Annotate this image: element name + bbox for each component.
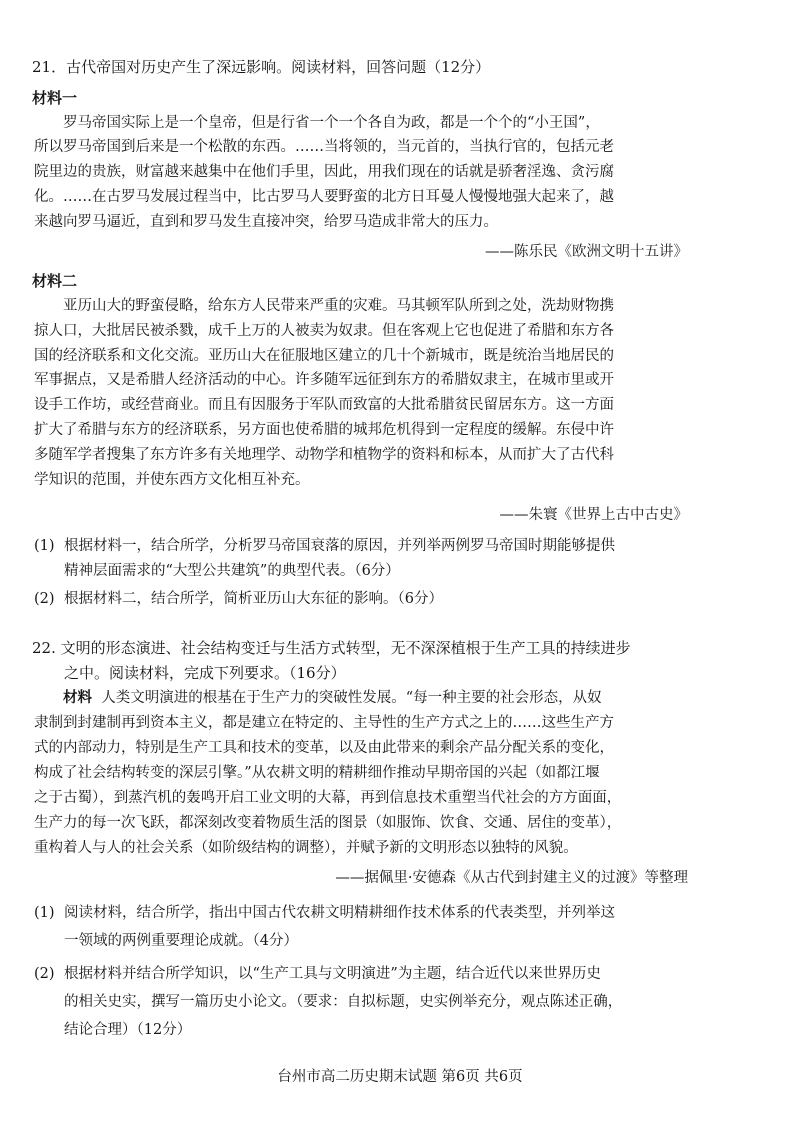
- material-2-source: ——朱寰《世界上古中古史》: [499, 507, 688, 523]
- q21-question-1-cont: 精神层面需求的“大型公共建筑”的典型代表。（6分）: [64, 563, 400, 579]
- q22-material-line: 式的内部动力，特别是生产工具和技术的变革，以及由此带来的剩余产品分配关系的变化，: [34, 740, 614, 756]
- q21-question-1: [34, 534, 615, 555]
- q22-question-2-cont: 结论合理）（12分）: [64, 1022, 192, 1038]
- material-1-line: 所以罗马帝国到后来是一个松散的东西。……当将领的，当元首的，当执行官的，包括元老: [34, 139, 614, 155]
- question-number: (2): [34, 591, 55, 607]
- material-1-line: 化。……在古罗马发展过程当中，比古罗马人要野蛮的北方日耳曼人慢慢地强大起来了，越: [34, 189, 614, 205]
- material-1-line: 罗马帝国实际上是一个皇帝，但是行省一个一个各自为政，都是一个个的“小王国”，: [63, 115, 600, 131]
- q22-question-1: [34, 901, 615, 922]
- material-2-line: 多随军学者搜集了东方许多有关地理学、动物学和植物学的资料和标本，从而扩大了古代科: [34, 447, 614, 463]
- q22-material-line: 生产力的每一次飞跃，都深刻改变着物质生活的图景（如服饰、饮食、交通、居住的变革），: [34, 815, 622, 831]
- question-text: 根据材料一，结合所学，分析罗马帝国衰落的原因，并列举两例罗马帝国时期能够提供: [64, 538, 615, 554]
- material-1-source: ——陈乐民《欧洲文明十五讲》: [485, 244, 688, 260]
- q22-material-line-1: [34, 688, 702, 708]
- q22-material-text: 人类文明演进的根基在于生产力的突破性发展。“每一种主要的社会形态，从奴: [101, 690, 602, 706]
- question-text: 阅读材料，结合所学，指出中国古代农耕文明精耕细作技术体系的代表类型，并列举这: [64, 905, 615, 921]
- material-2-line: 国的经济联系和文化交流。亚历山大在征服地区建立的几十个新城市，既是统治当地居民的: [34, 348, 614, 364]
- material-2-line: 亚历山大的野蛮侵略，给东方人民带来严重的灾难。马其顿军队所到之处，洗劫财物携: [63, 298, 614, 314]
- material-2-heading: 材料二: [32, 272, 78, 290]
- question-number: (2): [34, 966, 55, 982]
- q22-stem-line-2: 之中。阅读材料，完成下列要求。（16分）: [64, 664, 346, 682]
- q22-question-1-cont: 一领域的两例重要理论成就。（4分）: [64, 933, 298, 949]
- q22-material-line: 重构着人与人的社会关系（如阶级结构的调整），并赋予新的文明形态以独特的风貌。: [34, 840, 578, 856]
- material-1-heading: 材料一: [32, 89, 78, 107]
- material-2-line: 军事据点，又是希腊人经济活动的中心。许多随军远征到东方的希腊奴隶主，在城市里或开: [34, 372, 614, 388]
- question-text: 根据材料二，结合所学，简析亚历山大东征的影响。（6分）: [64, 591, 443, 607]
- q22-question-2: [34, 962, 601, 983]
- page-footer: 台州市高二历史期末试题 第6页 共6页: [277, 1069, 523, 1085]
- material-2-line: 扩大了希腊与东方的经济联系，另方面也使希腊的城邦危机得到一定程度的缓解。东侵中许: [34, 422, 614, 438]
- material-2-line: 设手工作坊，或经营商业。而且有因服务于军队而致富的大批希腊贫民留居东方。这一方面: [34, 397, 614, 413]
- material-2-line: 掠人口，大批居民被杀戮，成千上万的人被卖为奴隶。但在客观上它也促进了希腊和东方各: [34, 323, 614, 339]
- q22-material-line: 之于古蜀），到蒸汽机的轰鸣开启工业文明的大幕，再到信息技术重塑当代社会的方方面面，: [34, 790, 622, 806]
- q22-material-line: 构成了社会结构转变的深层引擎。”从农耕文明的精耕细作推动早期帝国的兴起（如都江堰: [34, 765, 600, 781]
- material-2-line: 学知识的范围，并使东西方文化相互补充。: [34, 472, 310, 488]
- material-1-line: 来越向罗马逼近，直到和罗马发生直接冲突，给罗马造成非常大的压力。: [34, 214, 498, 230]
- q22-question-2-cont: 的相关史实，撰写一篇历史小论文。（要求：自拟标题，史实例举充分，观点陈述正确，: [64, 994, 623, 1010]
- material-1-line: 院里边的贵族，财富越来越集中在他们手里，因此，用我们现在的话就是骄奢淫逸、贪污腐: [34, 164, 614, 180]
- question-text: 根据材料并结合所学知识，以“生产工具与文明演进”为主题，结合近代以来世界历史: [64, 966, 601, 982]
- q22-material-line: 隶制到封建制再到资本主义，都是建立在特定的、主导性的生产方式之上的……这些生产方: [34, 715, 614, 731]
- q22-material-source: ——据佩里·安德森《从古代到封建主义的过渡》等整理: [335, 870, 688, 886]
- question-number: (1): [34, 538, 55, 554]
- q21-question-2: [34, 587, 443, 608]
- q22-material-heading: 材料: [63, 689, 92, 706]
- q22-stem-line-1: 22. 文明的形态演进、社会结构变迁与生活方式转型，无不深深植根于生产工具的持续进步: [32, 639, 631, 657]
- q21-stem: 21．古代帝国对历史产生了深远影响。阅读材料，回答问题（12分）: [32, 58, 491, 76]
- question-number: (1): [34, 905, 55, 921]
